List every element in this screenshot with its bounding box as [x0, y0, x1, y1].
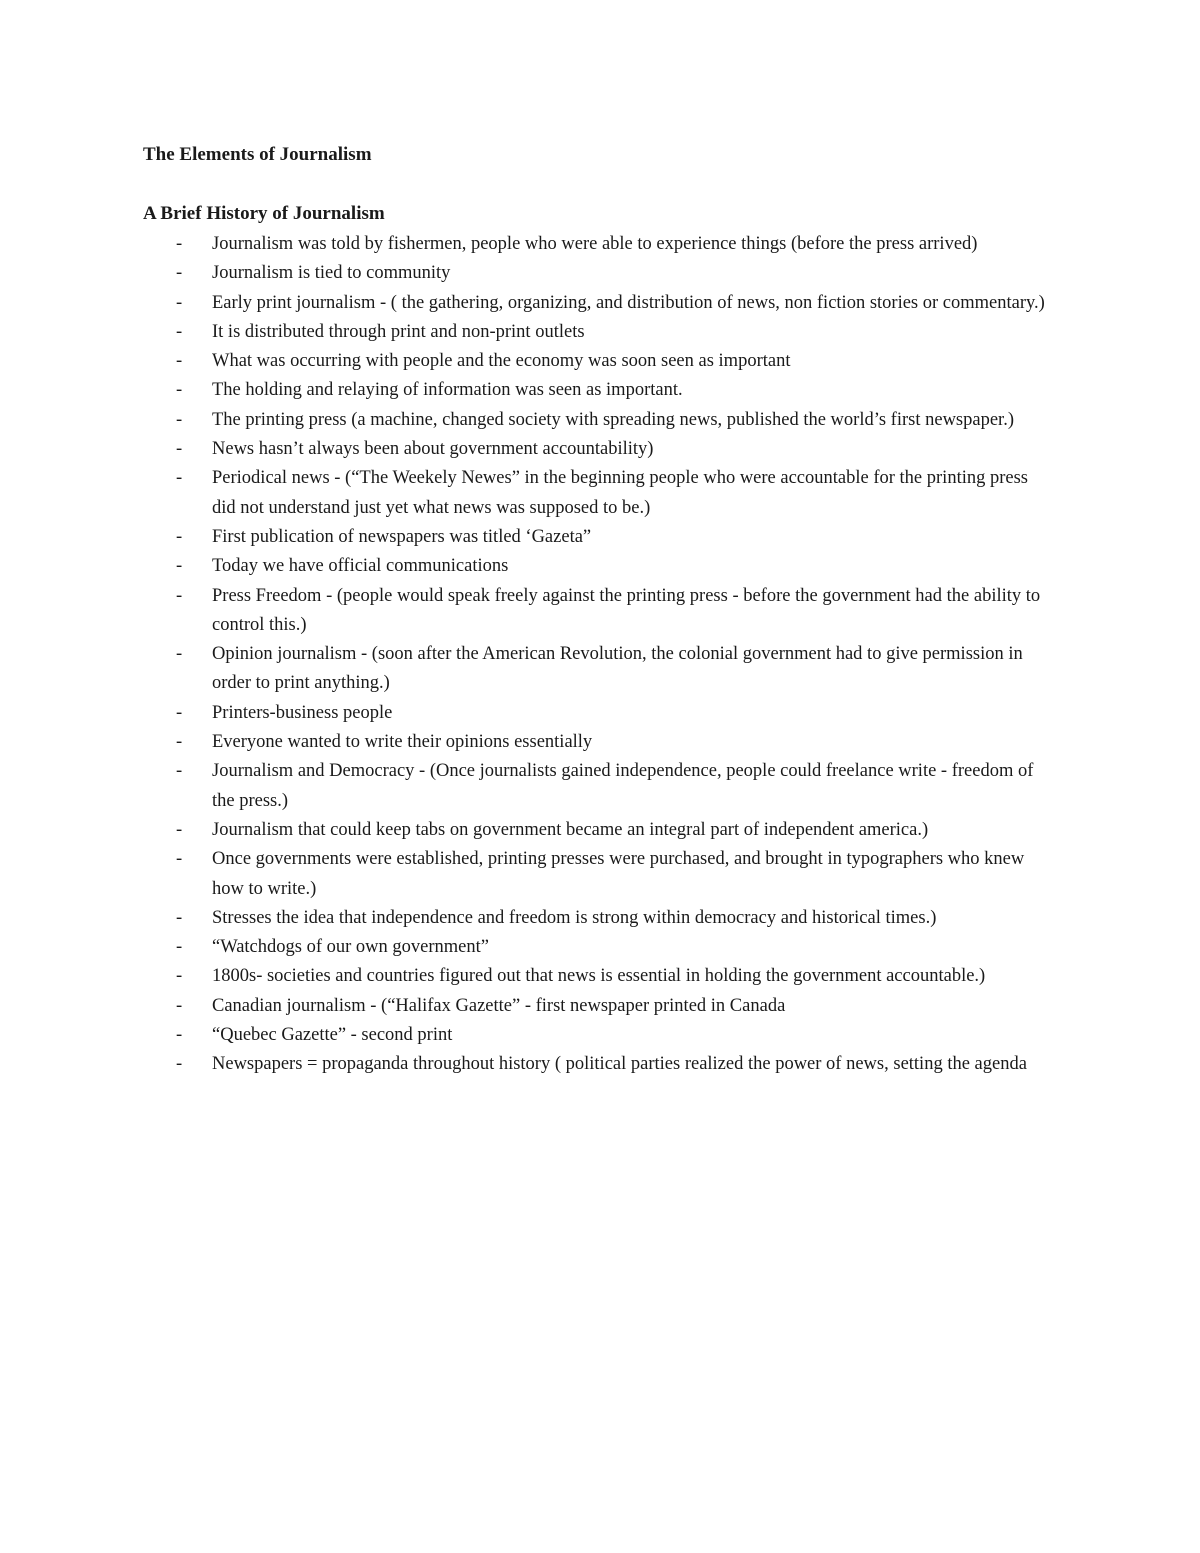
list-item-text: “Quebec Gazette” - second print: [212, 1025, 453, 1046]
bullet-marker: -: [176, 849, 183, 870]
bullet-marker: -: [176, 995, 183, 1016]
list-item-text: 1800s- societies and countries figured out that news is essential in holding the government accountable.): [212, 966, 986, 987]
list-item-text: “Watchdogs of our own government”: [212, 937, 489, 958]
list-item: [0, 289, 1052, 318]
bullet-marker: -: [176, 644, 183, 665]
bullet-marker: -: [176, 732, 183, 753]
list-item: [0, 347, 1052, 376]
list-item: [0, 318, 1052, 347]
list-item: [0, 728, 1052, 757]
list-item: [0, 640, 1052, 699]
list-item: [0, 406, 1052, 435]
bullet-marker: -: [176, 819, 183, 840]
bullet-marker: -: [176, 234, 183, 254]
bullet-marker: -: [176, 321, 183, 342]
bullet-marker: -: [176, 292, 183, 313]
list-item: [0, 259, 1052, 288]
bullet-marker: -: [176, 907, 183, 928]
list-item: [0, 464, 1052, 523]
list-item-text: Opinion journalism - (soon after the American Revolution, the colonial government had to give permission in order to print anything.): [212, 644, 1023, 694]
list-item: [0, 757, 1052, 816]
list-item: [0, 845, 1052, 904]
section-title: A Brief History of Journalism: [143, 203, 385, 224]
list-item: [0, 435, 1052, 464]
list-item: [0, 816, 1052, 845]
list-item-text: News hasn’t always been about government accountability): [212, 439, 654, 460]
list-item-text: Journalism that could keep tabs on government became an integral part of independent america.): [212, 819, 929, 840]
list-item: [0, 552, 1052, 581]
list-item-text: Early print journalism - ( the gathering, organizing, and distribution of news, non fiction stories or commentary.): [212, 292, 1045, 313]
bullet-marker: -: [176, 263, 183, 284]
bullet-marker: -: [176, 556, 183, 577]
list-item: [0, 1021, 1052, 1050]
list-item-text: Once governments were established, printing presses were purchased, and brought in typographers who knew how to write.): [212, 849, 1025, 899]
list-item-text: Journalism was told by fishermen, people who were able to experience things (before the press arrived): [212, 234, 978, 254]
list-item-text: Stresses the idea that independence and freedom is strong within democracy and historical times.): [212, 907, 937, 928]
bullet-marker: -: [176, 761, 183, 782]
bullet-marker: -: [176, 585, 183, 606]
bullet-marker: -: [176, 1054, 183, 1075]
list-item-text: It is distributed through print and non-print outlets: [212, 321, 585, 342]
list-item: [0, 1050, 1052, 1079]
bullet-marker: -: [176, 526, 183, 547]
list-item: [0, 376, 1052, 405]
list-item-text: Printers-business people: [212, 702, 393, 723]
list-item-text: Press Freedom - (people would speak freely against the printing press - before the government had the ability to control this.): [212, 585, 1041, 635]
list-item-text: Journalism and Democracy - (Once journalists gained independence, people could freelance write - freedom of the press.): [212, 761, 1034, 811]
list-item-text: Journalism is tied to community: [212, 263, 451, 284]
list-item: [0, 230, 1052, 259]
list-item-text: Periodical news - (“The Weekely Newes” in the beginning people who were accountable for the printing press did not understand just yet what news was supposed to be.): [212, 468, 1028, 518]
bullet-marker: -: [176, 702, 183, 723]
list-item-text: Newspapers = propaganda throughout history ( political parties realized the power of news, setting the agenda: [212, 1054, 1027, 1075]
list-item: [0, 699, 1052, 728]
bullet-marker: -: [176, 351, 183, 372]
list-item-text: Everyone wanted to write their opinions essentially: [212, 732, 593, 753]
bullet-marker: -: [176, 380, 183, 401]
list-item: [0, 582, 1052, 641]
bullet-marker: -: [176, 439, 183, 460]
list-item: [0, 962, 1052, 991]
list-item: [0, 904, 1052, 933]
bullet-marker: -: [176, 966, 183, 987]
list-item-text: Canadian journalism - (“Halifax Gazette” - first newspaper printed in Canada: [212, 995, 786, 1016]
bullet-list: [0, 230, 1200, 1080]
list-item: [0, 933, 1052, 962]
list-item: [0, 523, 1052, 552]
list-item: [0, 992, 1052, 1021]
list-item-text: The printing press (a machine, changed society with spreading news, published the world’s first newspaper.): [212, 409, 1014, 430]
list-item-text: Today we have official communications: [212, 556, 509, 577]
bullet-marker: -: [176, 937, 183, 958]
list-item-text: First publication of newspapers was titled ‘Gazeta”: [212, 526, 592, 547]
bullet-marker: -: [176, 1025, 183, 1046]
document-title: The Elements of Journalism: [143, 144, 372, 165]
bullet-marker: -: [176, 409, 183, 430]
list-item-text: What was occurring with people and the economy was soon seen as important: [212, 351, 791, 372]
list-item-text: The holding and relaying of information was seen as important.: [212, 380, 683, 401]
bullet-marker: -: [176, 468, 183, 489]
